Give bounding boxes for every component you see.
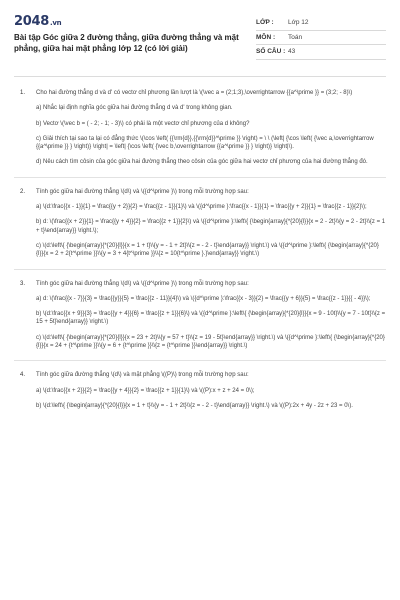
question-part [36, 334, 386, 351]
meta-row-class [256, 16, 386, 31]
part-text: c) \(d:\left\{ {\begin{array}{*{20}{l}}{x = 1 + t}\\{y = - 1 + 2t}\\{z = - 2 - t}\end{array}} \right.\) và \({d^\prime }:\left\{ {\begin{array}{*{20}{l}}{x = 2 + 2{t^\prime }}\\{y = 3 + 4{t^\prime }}\\{z = 10{t^\prime }.}\end{array}} \right.\) [36, 242, 379, 258]
meta-table [256, 16, 386, 66]
logo-sub: .vn [49, 19, 62, 27]
question-number: 4. [20, 372, 26, 379]
question-divider [14, 177, 386, 178]
part-text: d) Nêu cách tìm côsin của góc giữa hai đường thẳng theo côsin của góc giữa hai vectơ chỉ phương của hai đường thẳng đó. [36, 159, 368, 166]
meta-row-subject [256, 31, 386, 46]
site-logo[interactable] [14, 14, 252, 29]
question-number: 2. [20, 188, 26, 195]
part-text: b) Vectơ \(\vec b = ( - 2; - 1; - 3)\) có phải là một vectơ chỉ phương của d không? [36, 120, 250, 127]
page-header [14, 0, 386, 66]
question-stem: Tính góc giữa đường thẳng \(d\) và mặt phẳng \((P)\) trong mỗi trường hợp sau: [36, 372, 249, 379]
question-4 [14, 371, 386, 410]
question-part [36, 242, 386, 259]
question-part [36, 218, 386, 235]
part-text: c) \(d:\left\{ {\begin{array}{*{20}{l}}{x = 23 + 2t}\\{y = 57 + t}\\{z = 19 - 5t}\end{array}} \right.\) và \({d^\prime }:\left\{ {\begin{array}{*{20}{l}}{x = 24 + {t^\prime }}\\{y = 6 + {t^\prime }}\\{z = {t^\prime }}\end{array}} \right.\) [36, 334, 385, 350]
question-number: 3. [20, 280, 26, 287]
part-text: c) Giải thích tại sao ta lại có đẳng thức \(\cos \left( {{\rm{d}},{{\rm{d}}^\prime }} \right) = \ \ (\left| {\cos \left( {\vec a,\overrightarrow {{a^\prime }} } \right)} \right| = \left| {\cos \left( {\vec b,\overrightarrow {{a^\prime }} } \right)} \right|\). [36, 135, 374, 151]
question-stem: Tính góc giữa hai đường thẳng \(d\) và \({d^\prime }\) trong mỗi trường hợp sau: [36, 188, 249, 195]
part-text: a) \(d:\frac{{x + 2}}{2} = \frac{{y + 4}}{2} = \frac{{z + 1}}{1}\) và \((P):x + z + 24 = 0\); [36, 387, 255, 394]
question-part [36, 135, 386, 152]
part-text: b) d: \(\frac{{x + 2}}{1} = \frac{{y + 4}}{2} = \frac{{z + 1}}{2}\) và \({d^\prime }:\left\{ {\begin{array}{*{20}{l}}{x = 2 - 2t}\\{y = 2 - 2t}\\{z = 1 + t}\end{array}} \right.\); [36, 219, 386, 234]
question-part [36, 104, 386, 112]
logo-main: 2048 [14, 14, 49, 29]
meta-row-count [256, 45, 386, 60]
question-part [36, 120, 386, 128]
meta-value: Toán [288, 33, 303, 41]
question-part [36, 158, 386, 166]
question-3 [14, 280, 386, 351]
question-divider [14, 269, 386, 270]
part-text: a) d: \(\frac{{x - 7}}{3} = \frac{{y}}{5} = \frac{{z - 11}}{4}\) và \({d^\prime }:\frac{{x - 3}}{2} = \frac{{y + 6}}{5} = \frac{{z - 1}}{{ - 4}}\); [36, 295, 371, 302]
question-part [36, 295, 386, 303]
question-2 [14, 188, 386, 259]
question-part [36, 310, 386, 327]
part-text: a) \(d:\frac{{x - 1}}{1} = \frac{{y + 2}}{2} = \frac{{z - 1}}{1}\) và \({d^\prime }:\frac{{x - 1}}{1} = \frac{{y + 2}}{1} = \frac{{z - 1}}{2}\); [36, 204, 367, 211]
question-stem: Tính góc giữa hai đường thẳng \(d\) và \({d^\prime }\) trong mỗi trường hợp sau: [36, 280, 249, 287]
meta-value: Lớp 12 [288, 19, 309, 27]
meta-key: SỐ CÂU : [256, 48, 286, 56]
question-1 [14, 89, 386, 167]
part-text: b) \(d:\left\{ {\begin{array}{*{20}{l}}{x = 1 + t}\\{y = - 1 + 2t}\\{z = - 2 - t}\end{array}} \right.\) và \((P):2x + 4y - 2z + 23 = 0\). [36, 402, 353, 409]
page-title: Bài tập Góc giữa 2 đường thẳng, giữa đường thẳng và mặt phẳng, giữa hai mặt phẳng lớp 12 (có lời giải) [14, 33, 239, 53]
question-part [36, 387, 386, 395]
question-stem: Cho hai đường thẳng d và d' có vectơ chỉ phương lần lượt là \(\vec a = (2;1;3),\overrightarrow {{a^\prime }} = (3;2; - 8)\) [36, 90, 353, 96]
meta-value: 43 [288, 48, 296, 56]
header-left [14, 14, 252, 66]
meta-key: LỚP : [256, 19, 274, 27]
question-part [36, 402, 386, 410]
part-text: a) Nhắc lại định nghĩa góc giữa hai đường thẳng d và d' trong không gian. [36, 105, 233, 112]
question-number: 1. [20, 90, 26, 96]
part-text: b) \(d:\frac{{x + 9}}{3} = \frac{{y + 4}}{6} = \frac{{z + 1}}{6}\) và \({d^\prime }:\left\{ {\begin{array}{*{20}{l}}{x = 9 - 10t}\\{y = 7 - 10t}\\{z = 15 + 5t}\end{array}} \right.\) [36, 311, 386, 326]
question-part [36, 203, 386, 211]
meta-key: MÔN : [256, 33, 276, 41]
question-divider [14, 360, 386, 361]
